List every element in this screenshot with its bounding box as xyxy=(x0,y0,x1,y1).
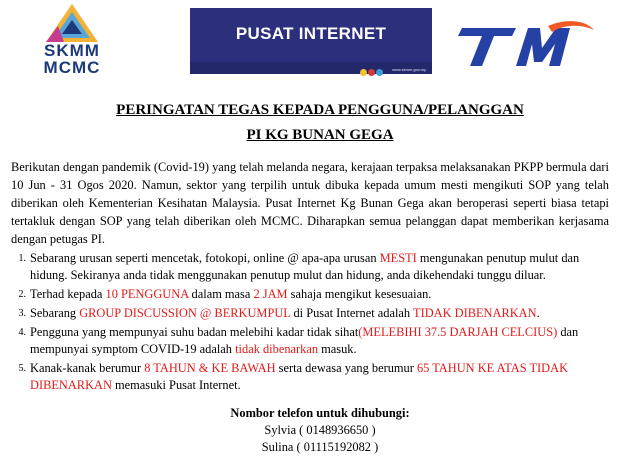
rule-text: Sebarang xyxy=(30,306,80,320)
rule-highlight: 10 PENGGUNA xyxy=(105,287,189,301)
rule-text: dalam masa xyxy=(188,287,254,301)
notice-subtitle: PI KG BUNAN GEGA xyxy=(246,127,394,143)
contact-section xyxy=(0,405,640,456)
rule-text: Terhad kepada xyxy=(30,287,106,301)
rule-text: Kanak-kanak berumur xyxy=(30,361,145,375)
rule-text: mengunakan penutup mulut dan hidung. Sekiranya anda tidak menggunakan penutup mulut dan hidung, anda dikehendaki tunggu diluar. xyxy=(30,251,580,282)
rule-text: dan mempunyai symptom COVID-19 adalah xyxy=(30,325,579,356)
contact-person-1: Sylvia ( 0148936650 ) xyxy=(264,423,376,437)
skmm-logo xyxy=(22,2,122,77)
rule-text: masuk. xyxy=(318,342,357,356)
rule-number: 2. xyxy=(18,289,26,300)
banner-title: PUSAT INTERNET xyxy=(235,24,387,43)
rule-text: memasuki Pusat Internet. xyxy=(111,378,241,392)
rules-list xyxy=(12,250,612,396)
skmm-text: SKMM xyxy=(44,41,100,60)
rule-item xyxy=(12,286,612,303)
rule-highlight: 8 TAHUN & KE BAWAH xyxy=(144,361,276,375)
rule-item xyxy=(12,305,612,322)
rule-highlight: 2 JAM xyxy=(253,287,288,301)
rule-highlight: MESTI xyxy=(379,251,417,265)
contact-person-2: Sulina ( 01115192082 ) xyxy=(261,440,379,454)
rule-text: sahaja mengikut kesesuaian. xyxy=(287,287,432,301)
tm-logo xyxy=(456,18,596,70)
rule-number: 1. xyxy=(18,253,26,264)
rule-highlight: (MELEBIHI 37.5 DARJAH CELCIUS) xyxy=(358,325,558,339)
rule-text: di Pusat Internet adalah xyxy=(290,306,414,320)
rule-highlight: GROUP DISCUSSION @ BERKUMPUL xyxy=(79,306,291,320)
rule-text: serta dewasa yang berumur xyxy=(275,361,417,375)
intro-paragraph: Berikutan dengan pandemik (Covid-19) yang telah melanda negara, kerajaan terpaksa melaksanakan PKPP bermula dari 10 Jun - 31 Ogos 2020. Namun, sektor yang terpilih untuk dibuka kepada umum mesti mengikuti SOP yang telah diberikan oleh Kementerian Kesihatan Malaysia. Pusat Internet Kg Bunan Gega akan beroperasi seperti biasa tetapi tertakluk dengan SOP yang telah diberikan oleh MCMC. Diharapkan semua pelanggan dapat memberikan kerjasama dengan petugas PI. xyxy=(11,160,609,246)
contact-title: Nombor telefon untuk dihubungi: xyxy=(230,406,410,420)
banner-url: www.skmm.gov.my xyxy=(392,67,426,72)
notice-title: PERINGATAN TEGAS KEPADA PENGGUNA/PELANGGAN xyxy=(116,102,524,118)
skmm-emblem-icon xyxy=(44,2,100,44)
rule-highlight: tidak dibenarkan xyxy=(235,342,319,356)
pusat-internet-banner xyxy=(190,8,432,74)
rule-highlight: TIDAK DIBENARKAN xyxy=(413,306,537,320)
banner-strip xyxy=(190,62,432,74)
rule-item xyxy=(12,360,612,394)
rule-item xyxy=(12,324,612,358)
rule-text: Sebarang urusan seperti mencetak, fotokopi, online @ apa-apa urusan xyxy=(30,251,380,265)
rule-number: 3. xyxy=(18,308,26,319)
government-emblems-icon xyxy=(360,63,386,73)
rule-text: Pengguna yang mempunyai suhu badan melebihi kadar tidak sihat xyxy=(30,325,359,339)
mcmc-text: MCMC xyxy=(43,58,101,77)
rule-highlight: 65 TAHUN KE ATAS TIDAK DIBENARKAN xyxy=(30,361,569,392)
rule-item xyxy=(12,250,612,284)
rule-text: . xyxy=(536,306,540,320)
tm-logo-icon xyxy=(456,18,596,70)
rule-number: 5. xyxy=(18,363,26,374)
rule-number: 4. xyxy=(18,327,26,338)
